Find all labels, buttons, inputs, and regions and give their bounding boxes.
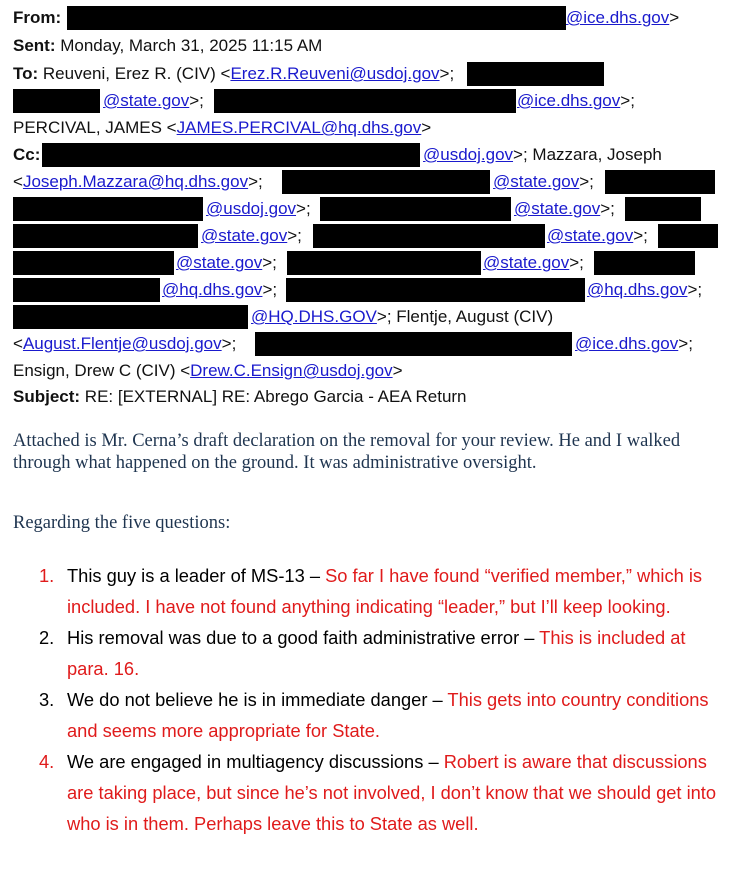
- to-line-percival: PERCIVAL, JAMES <JAMES.PERCIVAL@hq.dhs.gov>: [13, 118, 432, 137]
- item-dash: –: [427, 689, 448, 710]
- item-answer: This is included at para. 16.: [67, 627, 686, 679]
- cc-email-state: @state.gov>;: [547, 226, 648, 245]
- redaction-block: [313, 224, 545, 248]
- redaction-block: [625, 197, 701, 221]
- redaction-block: [286, 278, 585, 302]
- cc-recipient-name: Flentje, August (CIV): [396, 307, 554, 326]
- cc-line-mazzara: <Joseph.Mazzara@hq.dhs.gov>;: [13, 172, 263, 191]
- list-item: [30, 684, 730, 746]
- cc-email-domain[interactable]: @usdoj.gov: [206, 199, 297, 218]
- email-header: [0, 0, 738, 420]
- subject-value: RE: [EXTERNAL] RE: Abrego Garcia - AEA Return: [84, 387, 467, 406]
- to-recipient-email[interactable]: JAMES.PERCIVAL@hq.dhs.gov: [176, 118, 422, 137]
- sent-label: Sent:: [13, 36, 56, 55]
- to-recipient-name: Reuveni, Erez R. (CIV) <: [42, 64, 231, 83]
- cc-email-hqdhs-upper: @HQ.DHS.GOV>; Flentje, August (CIV): [251, 307, 554, 326]
- cc-email-domain[interactable]: @state.gov: [493, 172, 580, 191]
- to-recipient-name: PERCIVAL, JAMES <: [13, 118, 177, 137]
- redaction-block: [255, 332, 572, 356]
- cc-line-ensign: Ensign, Drew C (CIV) <Drew.C.Ensign@usdoj.gov>: [13, 361, 403, 380]
- redaction-block: [287, 251, 481, 275]
- cc-line: [13, 144, 40, 166]
- sent-line: [13, 35, 322, 57]
- item-question: This guy is a leader of MS-13: [67, 565, 305, 586]
- cc-email-domain[interactable]: @state.gov: [547, 226, 634, 245]
- subject-label: Subject:: [13, 387, 81, 406]
- redaction-block: [320, 197, 511, 221]
- to-email-domain[interactable]: @state.gov: [103, 91, 190, 110]
- item-number: 3.: [39, 689, 55, 710]
- list-item: [30, 746, 730, 839]
- item-number: 4.: [39, 751, 55, 772]
- cc-email-domain[interactable]: @state.gov: [176, 253, 263, 272]
- to-email-ice: @ice.dhs.gov>;: [517, 91, 635, 110]
- questions-heading: Regarding the five questions:: [13, 513, 231, 533]
- redaction-block: [13, 251, 174, 275]
- redaction-block: [594, 251, 695, 275]
- cc-email-domain[interactable]: @state.gov: [483, 253, 570, 272]
- subject-line: [13, 386, 467, 408]
- from-line: [13, 7, 61, 29]
- to-recipient-email[interactable]: Erez.R.Reuveni@usdoj.gov: [230, 64, 440, 83]
- intro-paragraph: Attached is Mr. Cerna’s draft declaration on the removal for your review. He and I walked through what happened on the ground. It was administrative oversight.: [13, 431, 681, 473]
- redaction-block: [13, 224, 198, 248]
- redaction-block: [605, 170, 715, 194]
- cc-email-state: @state.gov>;: [493, 172, 594, 191]
- redaction-block: [13, 197, 203, 221]
- item-answer: This gets into country conditions and seems more appropriate for State.: [67, 689, 709, 741]
- cc-recipient-email[interactable]: Joseph.Mazzara@hq.dhs.gov: [22, 172, 249, 191]
- to-email-state: @state.gov>;: [103, 91, 204, 110]
- cc-recipient-email[interactable]: August.Flentje@usdoj.gov: [22, 334, 222, 353]
- sent-value: Monday, March 31, 2025 11:15 AM: [60, 36, 323, 55]
- cc-email-domain[interactable]: @state.gov: [514, 199, 601, 218]
- cc-email-hqdhs: @hq.dhs.gov>;: [162, 280, 278, 299]
- cc-email-domain[interactable]: @usdoj.gov: [423, 145, 514, 164]
- item-question: His removal was due to a good faith administrative error: [67, 627, 520, 648]
- item-answer: So far I have found “verified member,” which is included. I have not found anything indicating “leader,” but I’ll keep looking.: [67, 565, 703, 617]
- cc-email-state: @state.gov>;: [483, 253, 584, 272]
- item-question: We do not believe he is in immediate danger: [67, 689, 428, 710]
- cc-label: Cc:: [13, 145, 41, 164]
- cc-email-hqdhs: @hq.dhs.gov>;: [587, 280, 703, 299]
- to-line: To: Reuveni, Erez R. (CIV) <Erez.R.Reuveni@usdoj.gov>;: [13, 64, 455, 83]
- redaction-block: [13, 278, 160, 302]
- redaction-block: [13, 305, 248, 329]
- from-label: From:: [13, 8, 62, 27]
- item-dash: –: [423, 751, 444, 772]
- redaction-block: [67, 6, 566, 30]
- cc-line-flentje: <August.Flentje@usdoj.gov>;: [13, 334, 237, 353]
- questions-list: [30, 560, 730, 839]
- from-email: @ice.dhs.gov>: [566, 8, 680, 27]
- from-email-domain[interactable]: @ice.dhs.gov: [566, 8, 670, 27]
- cc-email-domain[interactable]: @HQ.DHS.GOV: [251, 307, 377, 326]
- cc-recipient-name: Mazzara, Joseph: [532, 145, 662, 164]
- cc-email-state: @state.gov>;: [514, 199, 615, 218]
- cc-email-ice: @ice.dhs.gov>;: [575, 334, 693, 353]
- redaction-block: [13, 89, 100, 113]
- redaction-block: [282, 170, 490, 194]
- redaction-block: [658, 224, 718, 248]
- cc-email-usdoj: @usdoj.gov>; Mazzara, Joseph: [423, 145, 662, 164]
- item-number: 1.: [39, 565, 55, 586]
- list-item: [30, 622, 730, 684]
- redaction-block: [214, 89, 516, 113]
- list-item: [30, 560, 730, 622]
- item-question: We are engaged in multiagency discussions: [67, 751, 424, 772]
- cc-email-usdoj: @usdoj.gov>;: [206, 199, 311, 218]
- to-email-domain[interactable]: @ice.dhs.gov: [517, 91, 621, 110]
- item-dash: –: [304, 565, 326, 586]
- cc-email-state: @state.gov>;: [201, 226, 302, 245]
- item-answer: Robert is aware that discussions are taking place, but since he’s not involved, I don’t know that we should get into who is in them. Perhaps leave this to State as well.: [67, 751, 717, 834]
- cc-email-domain[interactable]: @hq.dhs.gov: [587, 280, 688, 299]
- redaction-block: [467, 62, 604, 86]
- cc-email-domain[interactable]: @state.gov: [201, 226, 288, 245]
- cc-recipient-email[interactable]: Drew.C.Ensign@usdoj.gov: [190, 361, 393, 380]
- item-dash: –: [519, 627, 540, 648]
- to-label: To:: [13, 64, 39, 83]
- cc-email-domain[interactable]: @ice.dhs.gov: [575, 334, 679, 353]
- redaction-block: [42, 143, 420, 167]
- cc-email-domain[interactable]: @hq.dhs.gov: [162, 280, 263, 299]
- cc-email-state: @state.gov>;: [176, 253, 277, 272]
- item-number: 2.: [39, 627, 55, 648]
- cc-recipient-name: Ensign, Drew C (CIV) <: [13, 361, 191, 380]
